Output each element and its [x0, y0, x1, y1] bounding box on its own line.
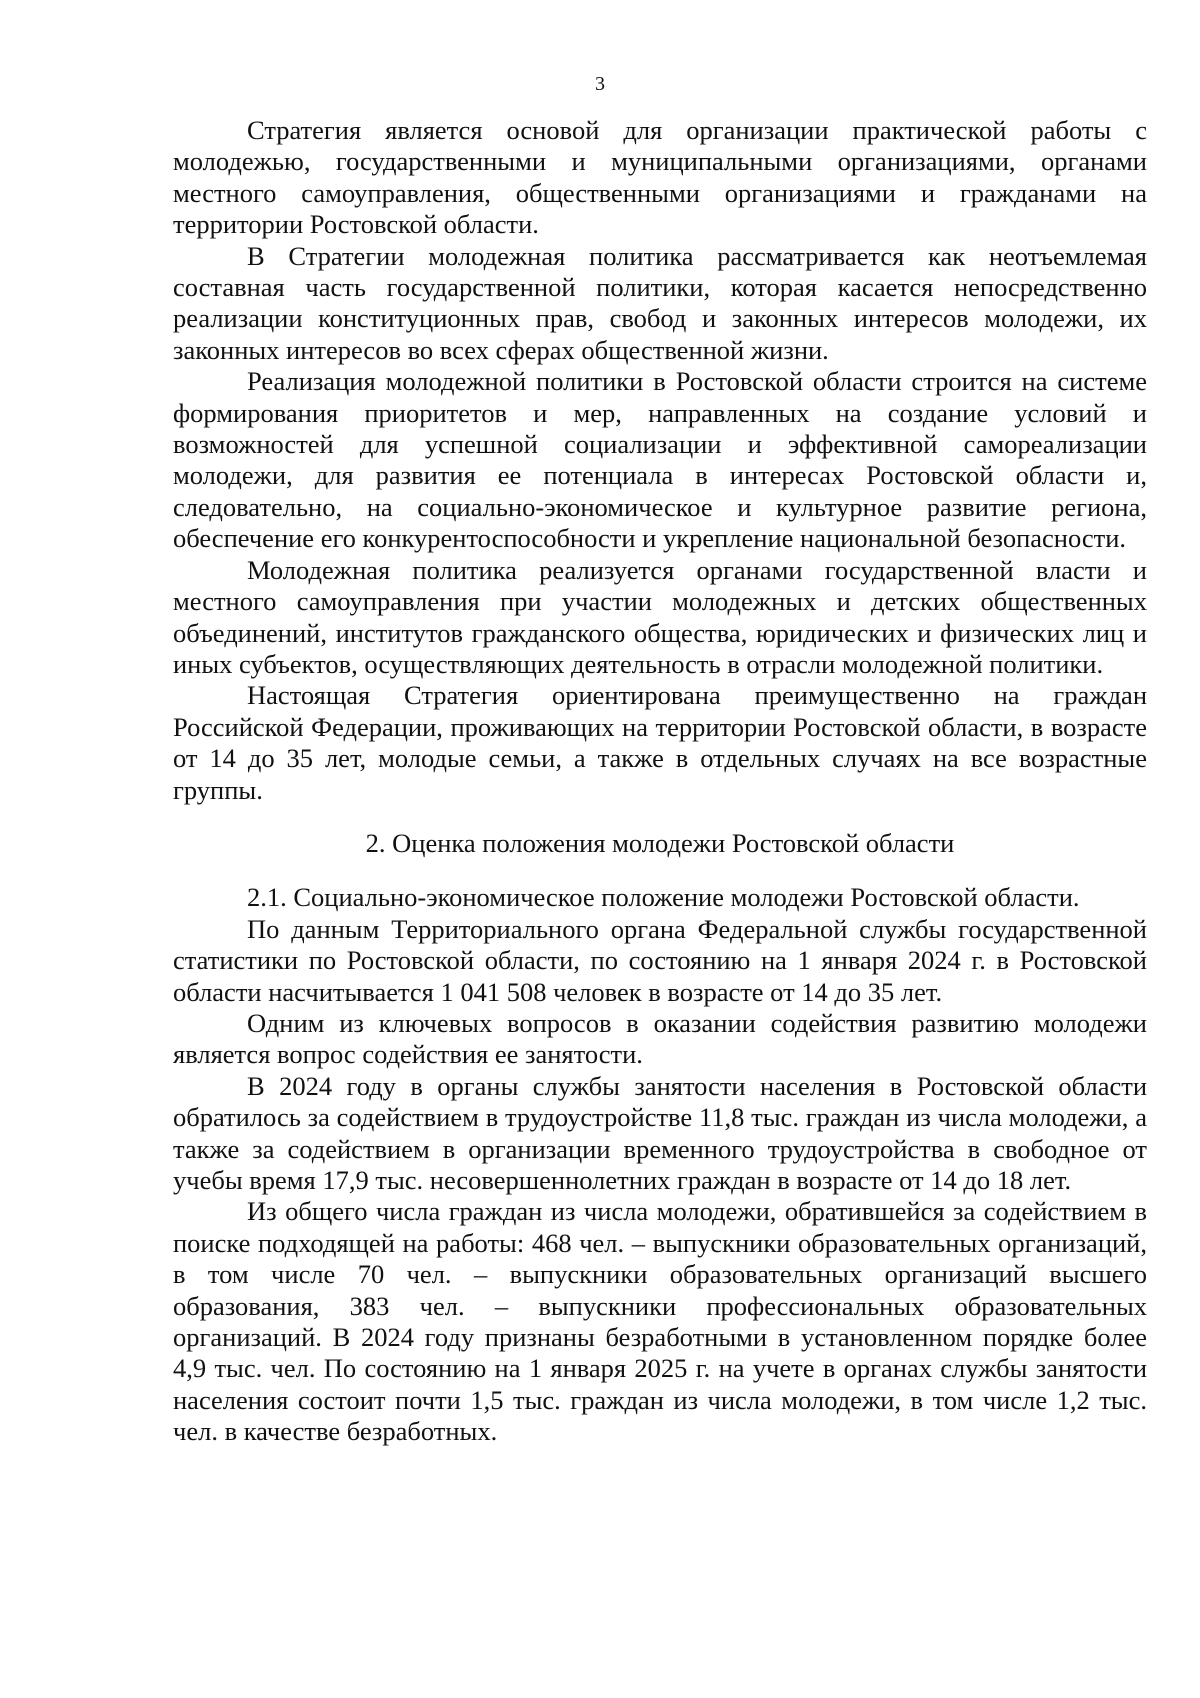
- intro-paragraph-2: В Стратегии молодежная политика рассматривается как неотъемлемая составная часть государственной политики, которая касается непосредственно реализации конституционных прав, свобод и законных интересов молодежи, их законных интересов во всех сферах общественной жизни.: [173, 240, 1147, 365]
- section-paragraph-1: По данным Территориального органа Федеральной службы государственной статистики по Ростовской области, по состоянию на 1 января 2024 г. в Ростовской области насчитывается 1 041 508 человек в возрасте от 14 до 35 лет.: [173, 913, 1147, 1007]
- section-paragraph-4: Из общего числа граждан из числа молодежи, обратившейся за содействием в поиске подходящей на работы: 468 чел. – выпускники образовательных организаций, в том числе 70 чел. – выпускники образовательных организаций высшего образования, 383 чел. – выпускники профессиональных образовательных организаций. В 2024 году признаны безработными в установленном порядке более 4,9 тыс. чел. По состоянию на 1 января 2025 г. на учете в органах службы занятости населения состоит почти 1,5 тыс. граждан из числа молодежи, в том числе 1,2 тыс. чел. в качестве безработных.: [173, 1196, 1147, 1447]
- intro-paragraph-5: Настоящая Стратегия ориентирована преимущественно на граждан Российской Федерации, проживающих на территории Ростовской области, в возрасте от 14 до 35 лет, молодые семьи, а также в отдельных случаях на все возрастные группы.: [173, 680, 1147, 805]
- intro-paragraph-1: Стратегия является основой для организации практической работы с молодежью, государственными и муниципальными организациями, органами местного самоуправления, общественными организациями и гражданами на территории Ростовской области.: [173, 115, 1147, 240]
- section-paragraph-3: В 2024 году в органы службы занятости населения в Ростовской области обратилось за содействием в трудоустройстве 11,8 тыс. граждан из числа молодежи, а также за содействием в организации временного трудоустройства в свободное от учебы время 17,9 тыс. несовершеннолетних граждан в возрасте от 14 до 18 лет.: [173, 1070, 1147, 1195]
- document-body: [173, 115, 1147, 1448]
- section-heading: 2. Оценка положения молодежи Ростовской области: [365, 827, 955, 858]
- intro-paragraph-4: Молодежная политика реализуется органами государственной власти и местного самоуправления при участии молодежных и детских общественных объединений, институтов гражданского общества, юридических и физических лиц и иных субъектов, осуществляющих деятельность в отрасли молодежной политики.: [173, 554, 1147, 679]
- subsection-heading: 2.1. Социально-экономическое положение молодежи Ростовской области.: [247, 882, 1080, 913]
- intro-paragraph-3: Реализация молодежной политики в Ростовской области строится на системе формирования приоритетов и мер, направленных на создание условий и возможностей для успешной социализации и эффективной самореализации молодежи, для развития ее потенциала в интересах Ростовской области и, следовательно, на социально-экономическое и культурное развитие региона, обеспечение его конкурентоспособности и укрепление национальной безопасности.: [173, 366, 1147, 554]
- page-number: 3: [595, 73, 605, 95]
- section-paragraph-2: Одним из ключевых вопросов в оказании содействия развитию молодежи является вопрос содействия ее занятости.: [173, 1007, 1147, 1070]
